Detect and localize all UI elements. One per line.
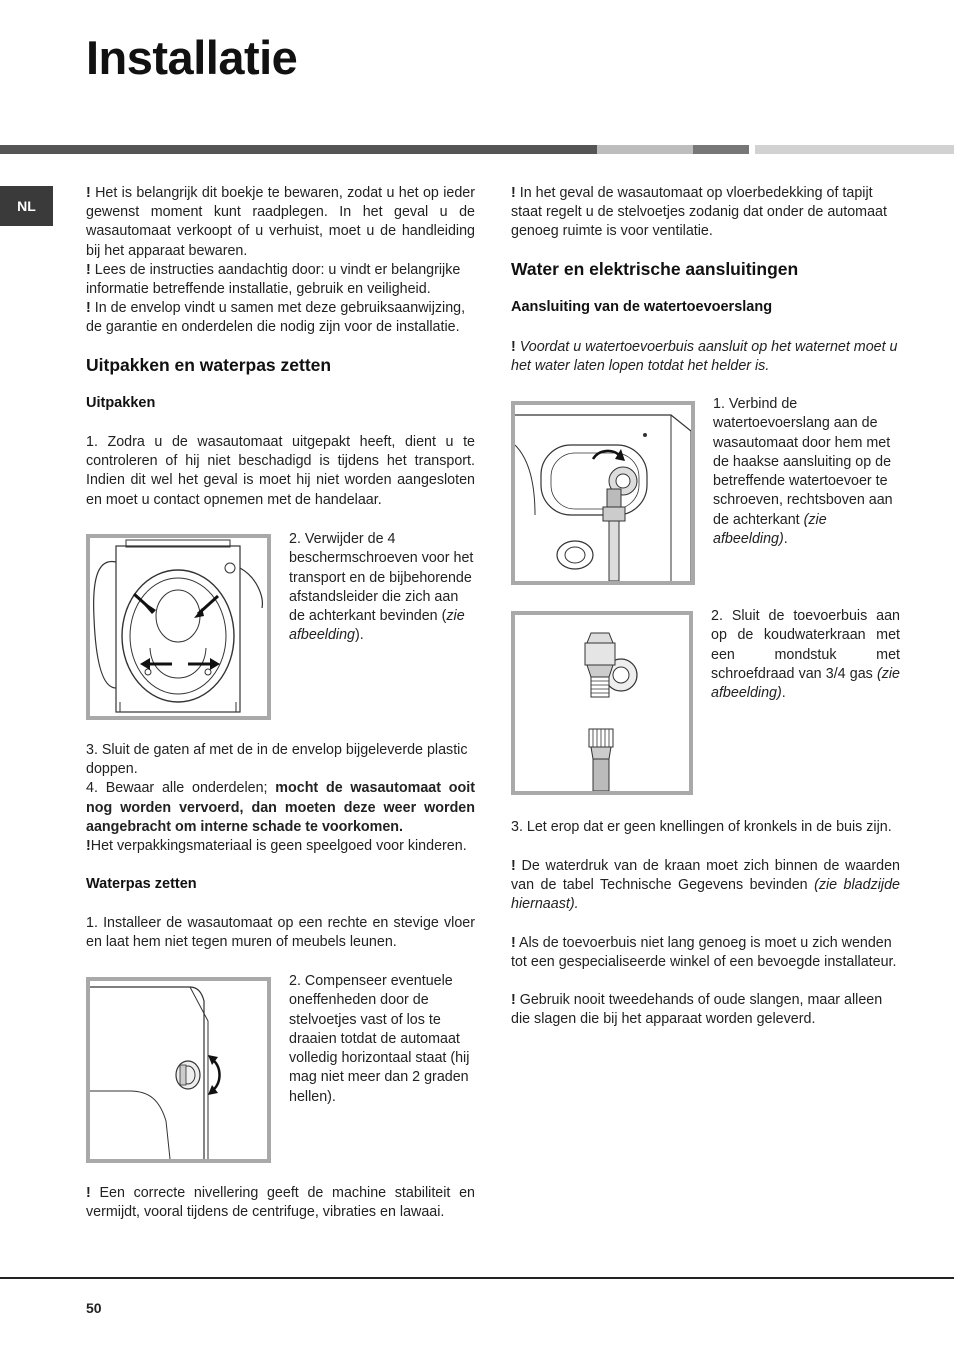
subheading-unpack: Uitpakken — [86, 395, 156, 411]
packaging-warning: !Het verpakkingsmateriaal is geen speelgoed voor kinderen. — [86, 838, 467, 855]
tap-connection-illustration — [515, 615, 689, 791]
page-title: Installatie — [86, 31, 298, 84]
leveling-step-1: 1. Installeer de wasautomaat op een rechte en stevige vloer en laat hem niet tegen muren of meubels leunen. — [86, 915, 475, 951]
hose-connection-illustration — [515, 405, 691, 581]
header-bar-light — [597, 145, 693, 154]
page-number: 50 — [86, 1300, 102, 1316]
used-hose-note: ! Gebruik nooit tweedehands of oude slangen, maar alleen die slagen die bij het apparaat worden geleverd. — [511, 992, 883, 1028]
leveling-foot-illustration — [90, 981, 267, 1159]
intro-paragraph: ! In de envelop vindt u samen met deze gebruiksaanwijzing, de garantie en onderdelen die nodig zijn voor de installatie. — [86, 300, 466, 336]
subheading-leveling: Waterpas zetten — [86, 876, 197, 892]
washer-back-illustration — [90, 538, 267, 716]
figure-tap-connection — [511, 611, 693, 795]
pressure-note: ! De waterdruk van de kraan moet zich binnen de waarden van de tabel Technische Gegevens bevinden (zie bladzijde hiernaast). — [511, 858, 900, 913]
figure-hose-connection — [511, 401, 695, 585]
unpack-steps-3-4 — [86, 741, 475, 856]
left-intro — [86, 184, 475, 338]
figure-transport-screws — [86, 534, 271, 720]
leveling-note: ! Een correcte nivellering geeft de machine stabiliteit en vermijdt, vooral tijdens de centrifuge, vibraties en lawaai. — [86, 1185, 475, 1221]
header-bar-dark — [0, 145, 597, 154]
figure-hose-connection-caption: 1. Verbind de watertoevoerslang aan de wasautomaat door hem met de haakse aansluiting op de betreffende watertoevoer te schroeven, rechtsboven aan de achterkant (zie afbeelding). — [713, 396, 893, 548]
subheading-water-hose: Aansluiting van de watertoevoerslang — [511, 299, 773, 315]
section-heading-unpack: Uitpakken en waterpas zetten — [86, 355, 332, 375]
right-intro: ! In het geval de wasautomaat op vloerbedekking of tapijt staat regelt u de stelvoetjes zodanig dat onder de automaat genoeg ruimte is voor ventilatie. — [511, 185, 887, 240]
hose-length-note: ! Als de toevoerbuis niet lang genoeg is moet u zich wenden tot een gespecialiseerde winkel of een bevoegde installateur. — [511, 935, 897, 971]
water-step-3: 3. Let erop dat er geen knellingen of kronkels in de buis zijn. — [511, 819, 892, 835]
intro-paragraph: ! Lees de instructies aandachtig door: u vindt er belangrijke informatie betreffende installatie, gebruik en veiligheid. — [86, 261, 461, 298]
intro-paragraph: ! Het is belangrijk dit boekje te bewaren, zodat u het op ieder gewenst moment kunt raadplegen. In het geval u de wasautomaat verkoopt of u verhuist, moet u de handleiding bij het apparaat bewaren. — [86, 185, 475, 259]
figure-transport-screws-caption: 2. Verwijder de 4 beschermschroeven voor het transport en de bijbehorende afstandsleider die zich aan de achterkant bevinden (zie afbeelding). — [289, 531, 474, 644]
language-tab: NL — [0, 186, 53, 226]
unpack-step-3: 3. Sluit de gaten af met de in de envelop bijgeleverde plastic doppen. — [86, 742, 468, 778]
water-warning: ! Voordat u watertoevoerbuis aansluit op het waternet moet u het water laten lopen totdat het helder is. — [511, 339, 898, 375]
header-bar-mid — [693, 145, 749, 154]
figure-leveling-feet — [86, 977, 271, 1163]
section-heading-connections: Water en elektrische aansluitingen — [511, 259, 799, 279]
footer-divider — [0, 1277, 954, 1279]
figure-tap-connection-caption: 2. Sluit de toevoerbuis aan op de koudwaterkraan met een mondstuk met schroefdraad van 3/4 gas (zie afbeelding). — [711, 608, 900, 702]
header-bar-lighter — [755, 145, 954, 154]
unpack-step-1: 1. Zodra u de wasautomaat uitgepakt heeft, dient u te controleren of hij niet beschadigd is tijdens het transport. Indien dit wel het geval is moet hij niet worden aangesloten en moet u contact opnemen met de handelaar. — [86, 434, 475, 508]
figure-leveling-caption: 2. Compenseer eventuele oneffenheden door de stelvoetjes vast of los te draaien totdat de automaat volledig horizontaal staat (hij mag niet meer dan 2 graden hellen). — [289, 973, 470, 1105]
unpack-step-4: 4. Bewaar alle onderdelen; mocht de wasautomaat ooit nog worden vervoerd, dan moeten deze weer worden aangebracht om interne schade te voorkomen. — [86, 780, 475, 835]
